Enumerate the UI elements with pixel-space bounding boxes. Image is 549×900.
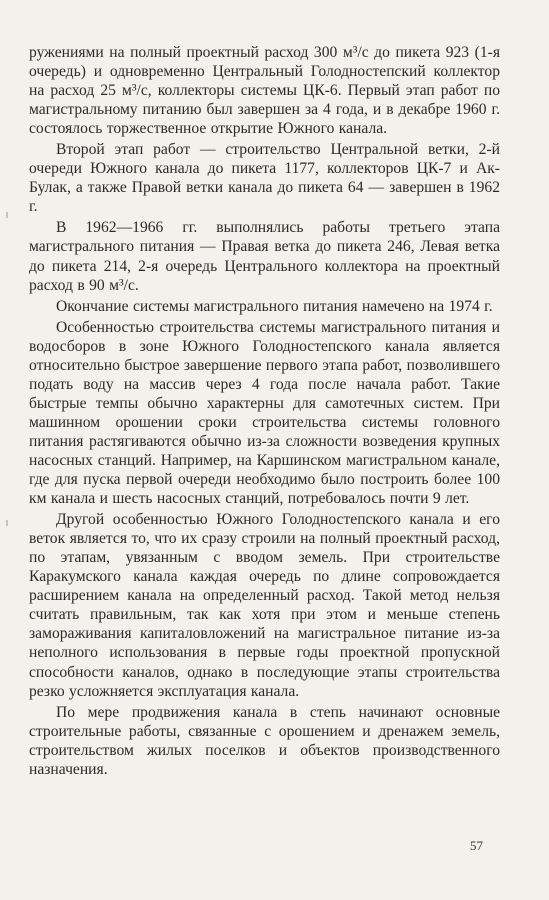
paragraph: По мере продвижения канала в степь начинают основные строительные работы, связанные с орошением и дренажем земель, строительством жилых поселков и объектов производственного назначения.	[29, 703, 500, 778]
paragraph: Второй этап работ — строительство Центральной ветки, 2-й очереди Южного канала до пикета 1177, коллекторов ЦК-7 и Ак-Булак, а также Правой ветки канала до пикета 64 — завершен в 1962 г.	[29, 141, 500, 216]
paragraph: В 1962—1966 гг. выполнялись работы третьего этапа магистрального питания — Правая ветка до пикета 246, Левая ветка до пикета 214, 2-я очередь Центрального коллектора на проектный расход в 90 м³/с.	[29, 219, 500, 294]
paragraph: Окончание системы магистрального питания намечено на 1974 г.	[56, 297, 493, 315]
page-number: 57	[470, 838, 483, 853]
paragraph: Особенностью строительства системы магистрального питания и водосборов в зоне Южного Голодностепского канала является относительно быстрое завершение первого этапа работ, позволившего подать воду на массив через 4 года после начала работ. Такие быстрые темпы обычно характерны для самотечных систем. При машинном орошении сроки строительства системы головного питания растягиваются обычно из-за сложности возведения крупных насосных станций. Например, на Каршинском магистральном канале, где для пуска первой очереди необходимо было построить более 100 км канала и шесть насосных станций, потребовалось почти 9 лет.	[29, 318, 500, 508]
paragraph: Другой особенностью Южного Голодностепского канала и его веток является то, что их сразу строили на полный проектный расход, по этапам, увязанным с вводом земель. При строительстве Каракумского канала каждая очередь по длине сопровождается расширением канала на определенный расход. Такой метод нельзя считать правильным, так как хотя при этом и меньше степень замораживания капиталовложений на магистральное питание из-за неполного использования в первые годы проектной пропускной способности каналов, однако в последующие этапы строительства резко усложняется эксплуатация канала.	[29, 511, 500, 700]
document-page	[29, 43, 500, 779]
paragraph: ружениями на полный проектный расход 300 м³/с до пикета 923 (1-я очередь) и одновременно Центральный Голодностепский коллектор на расход 25 м³/с, коллекторы системы ЦК-6. Первый этап работ по магистральному питанию был завершен за 4 года, и в декабре 1960 г. состоялось торжественное открытие Южного канала.	[29, 44, 500, 138]
scan-speck	[6, 212, 8, 218]
scan-speck	[6, 520, 8, 526]
